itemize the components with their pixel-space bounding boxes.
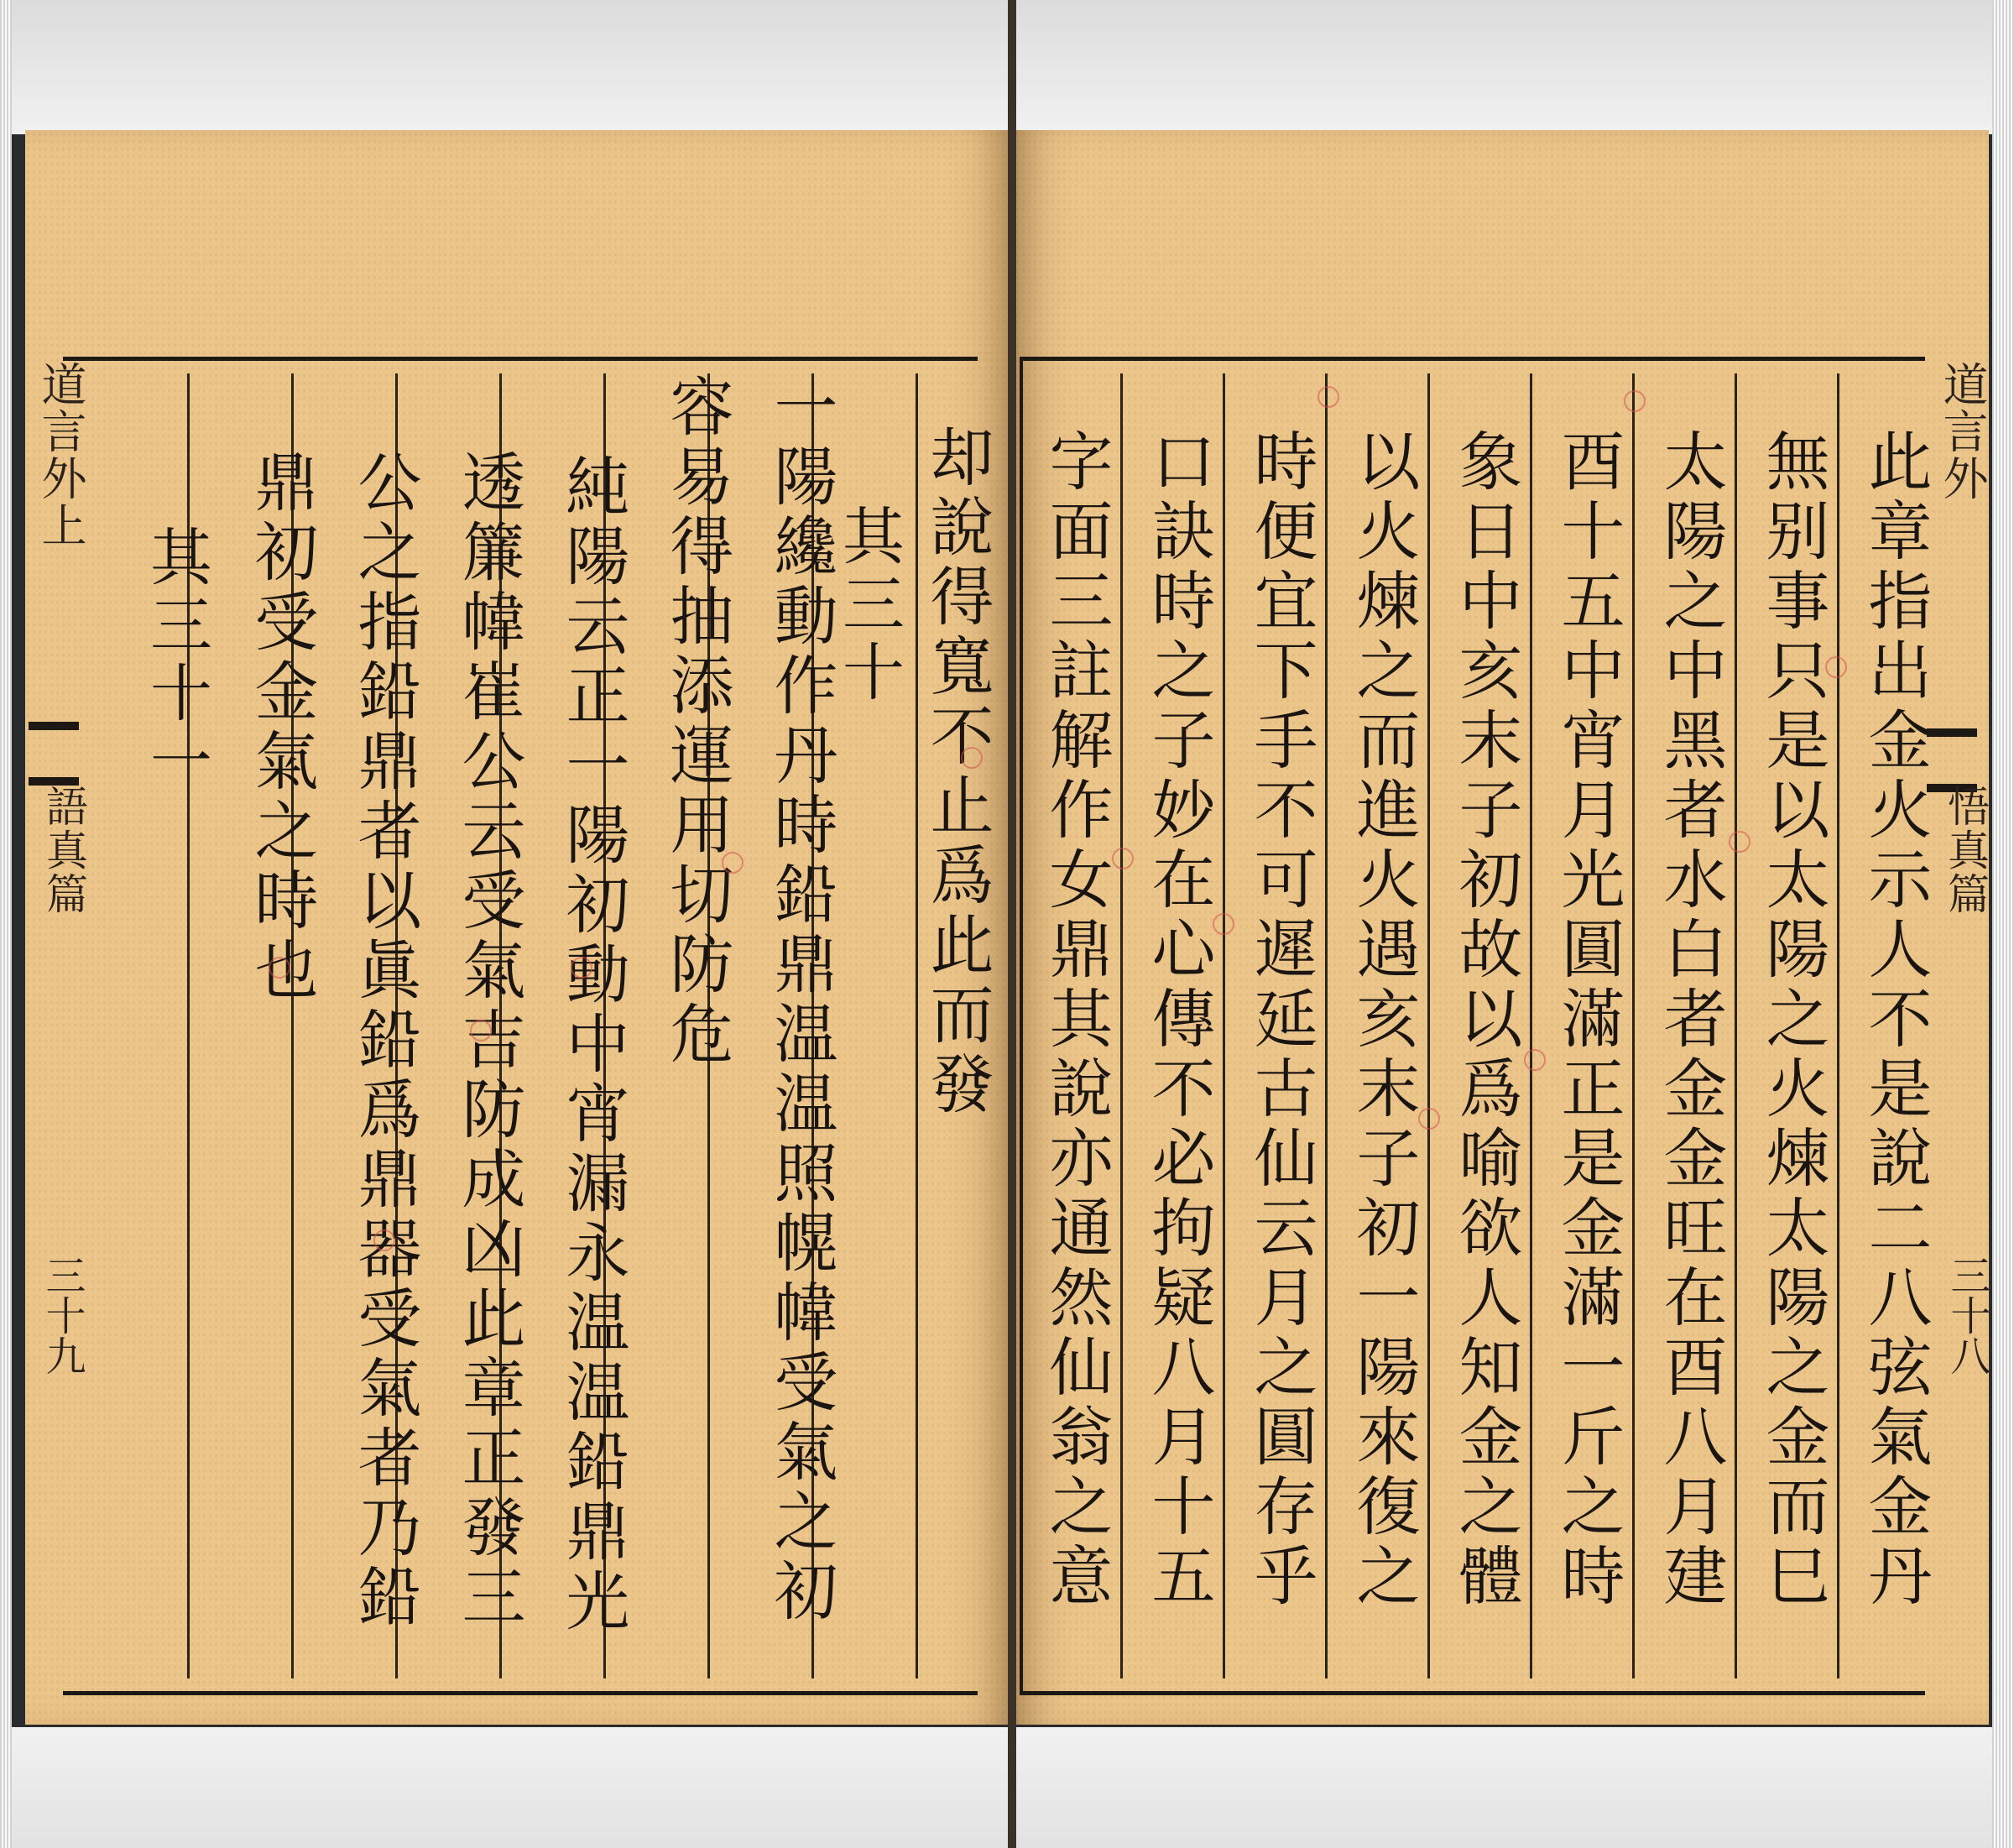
right-margin-section: 悟真篇 — [1941, 785, 1990, 916]
punctuation-mark — [470, 1020, 492, 1041]
right-column-1: 此章指出金火示人不是說二八弦氣金丹 — [1858, 428, 1933, 1612]
punctuation-mark — [1825, 656, 1847, 678]
punctuation-mark — [1524, 1049, 1546, 1071]
left-folio-number: 三十九 — [39, 1255, 86, 1376]
right-margin-title: 道言外 — [1936, 361, 1989, 502]
punctuation-mark — [722, 852, 744, 874]
punctuation-mark — [373, 1229, 395, 1251]
left-column-8: 鼎初受金氣之時也 — [244, 449, 319, 1006]
left-column-3: 一陽纔動作丹時鉛鼎温温照幌幃受氣之初 — [764, 373, 838, 1627]
left-column-4: 容易得抽添運用切防危 — [660, 373, 734, 1070]
right-column-5: 象日中亥末子初故以爲喻欲人知金之體 — [1448, 428, 1523, 1612]
punctuation-mark — [1317, 386, 1339, 408]
punctuation-mark — [1213, 913, 1234, 935]
right-column-3: 太陽之中黑者水白者金金旺在酉八月建 — [1653, 428, 1728, 1612]
right-page-edges — [1992, 0, 2014, 1848]
right-folio-number: 三十八 — [1944, 1255, 1991, 1376]
right-column-8: 口訣時之子妙在心傳不必拘疑八月十五 — [1141, 428, 1216, 1612]
right-column-2: 無别事只是以太陽之火煉太陽之金而巳 — [1756, 428, 1830, 1612]
fish-tail-mark — [1927, 728, 1977, 792]
punctuation-mark — [571, 957, 592, 979]
page-stack-top — [0, 0, 2014, 134]
right-column-7: 時便宜下手不可遲延古仙云月之圓存乎 — [1244, 428, 1318, 1612]
punctuation-mark — [1418, 1108, 1440, 1130]
right-column-6: 以火煉之而進火遇亥末子初一陽來復之 — [1346, 428, 1421, 1612]
left-column-7: 公之指鉛鼎者以眞鉛爲鼎器受氣者乃鉛 — [347, 449, 422, 1633]
left-page-edges — [0, 0, 12, 1848]
left-column-2: 其三十 — [832, 504, 905, 707]
left-margin-section: 語真篇 — [39, 785, 88, 916]
left-column-1: 却說得寬不止爲此而發 — [920, 424, 994, 1120]
right-column-9: 字面三註解作女鼎其說亦通然仙翁之意 — [1039, 428, 1114, 1612]
punctuation-mark — [1624, 390, 1646, 412]
punctuation-mark — [269, 957, 290, 979]
page-stack-bottom — [0, 1727, 2014, 1848]
right-column-4: 酉十五中宵月光圓滿正是金滿一斤之時 — [1551, 428, 1625, 1612]
punctuation-mark — [1112, 848, 1134, 869]
left-column-9: 其三十一 — [140, 525, 212, 796]
fish-tail-mark — [29, 722, 79, 786]
punctuation-mark — [961, 747, 983, 769]
left-column-5: 純陽云正一陽初動中宵漏永温温鉛鼎光 — [556, 453, 630, 1637]
left-margin-title: 道言外上 — [34, 361, 87, 549]
punctuation-mark — [1729, 831, 1751, 853]
left-column-6: 透簾幃崔公云受氣吉防成凶此章正發三 — [451, 449, 526, 1633]
book-gutter — [1008, 0, 1016, 1848]
